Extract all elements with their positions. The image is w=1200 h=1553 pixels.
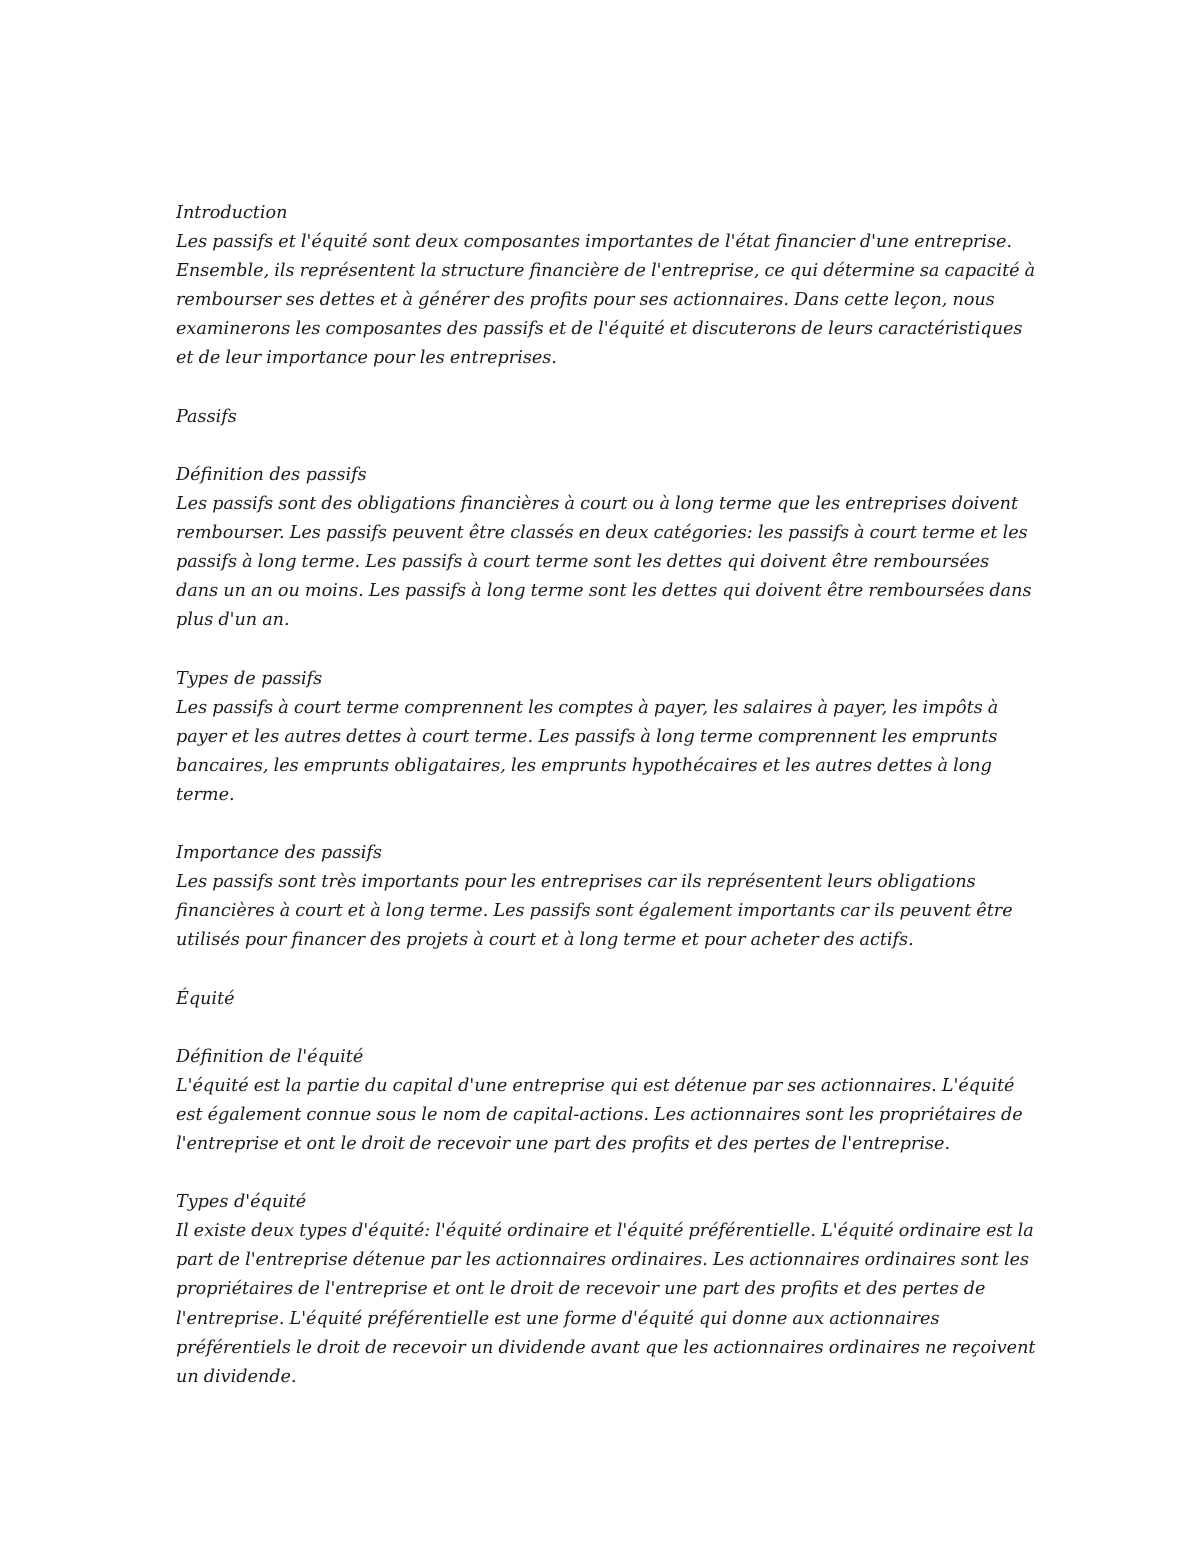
intro-paragraph: Les passifs et l'équité sont deux composantes importantes de l'état financier d'une entreprise. Ensemble, ils représentent la structure financière de l'entreprise, ce qui détermine sa capacité à rembourser ses dettes et à générer des profits pour ses actionnaires. Dans cette leçon, nous examinerons les composantes des passifs et de l'équité et discuterons de leurs caractéristiques et de leur importance pour les entreprises. — [176, 232, 1036, 369]
document-page — [176, 199, 1036, 1421]
passifs-types-paragraph: Les passifs à court terme comprennent les comptes à payer, les salaires à payer, les impôts à payer et les autres dettes à court terme. Les passifs à long terme comprennent les emprunts bancaires, les emprunts obligataires, les emprunts hypothécaires et les autres dettes à long terme. — [176, 697, 999, 805]
passifs-importance-section — [176, 839, 1036, 955]
passifs-definition-heading: Définition des passifs — [176, 464, 367, 485]
equite-types-heading: Types d'équité — [176, 1192, 307, 1213]
passifs-section-title — [176, 403, 1036, 432]
intro-heading: Introduction — [176, 203, 288, 223]
passifs-definition-paragraph: Les passifs sont des obligations financières à court ou à long terme que les entreprises doivent rembourser. Les passifs peuvent être classés en deux catégories: les passifs à court terme et les passifs à long terme. Les passifs à court terme sont les dettes qui doivent être remboursées dans un an ou moins. Les passifs à long terme sont les dettes qui doivent être remboursées dans plus d'un an. — [176, 493, 1032, 631]
intro-section — [176, 199, 1036, 374]
equite-types-section — [176, 1188, 1036, 1392]
equite-definition-paragraph: L'équité est la partie du capital d'une entreprise qui est détenue par ses actionnaires. L'équité est également connue sous le nom de capital-actions. Les actionnaires sont les propriétaires de l'entreprise et ont le droit de recevoir une part des profits et des pertes de l'entreprise. — [176, 1075, 1023, 1154]
passifs-importance-heading: Importance des passifs — [176, 843, 382, 864]
passifs-importance-paragraph: Les passifs sont très importants pour les entreprises car ils représentent leurs obligations financières à court et à long terme. Les passifs sont également importants car ils peuvent être utilisés pour financer des projets à court et à long terme et pour acheter des actifs. — [176, 872, 1013, 951]
equite-section-title — [176, 985, 1036, 1014]
passifs-types-section — [176, 665, 1036, 810]
passifs-types-heading: Types de passifs — [176, 668, 323, 689]
equite-heading: Équité — [176, 988, 235, 1009]
passifs-heading: Passifs — [176, 406, 237, 427]
equite-types-paragraph: Il existe deux types d'équité: l'équité ordinaire et l'équité préférentielle. L'équité ordinaire est la part de l'entreprise détenue par les actionnaires ordinaires. Les actionnaires ordinaires sont les propriétaires de l'entreprise et ont le droit de recevoir une part des profits et des pertes de l'entreprise. L'équité préférentielle est une forme d'équité qui donne aux actionnaires préférentiels le droit de recevoir un dividende avant que les actionnaires ordinaires ne reçoivent un dividende. — [176, 1221, 1036, 1387]
equite-definition-heading: Définition de l'équité — [176, 1046, 364, 1067]
passifs-definition-section — [176, 461, 1036, 636]
equite-definition-section — [176, 1043, 1036, 1159]
